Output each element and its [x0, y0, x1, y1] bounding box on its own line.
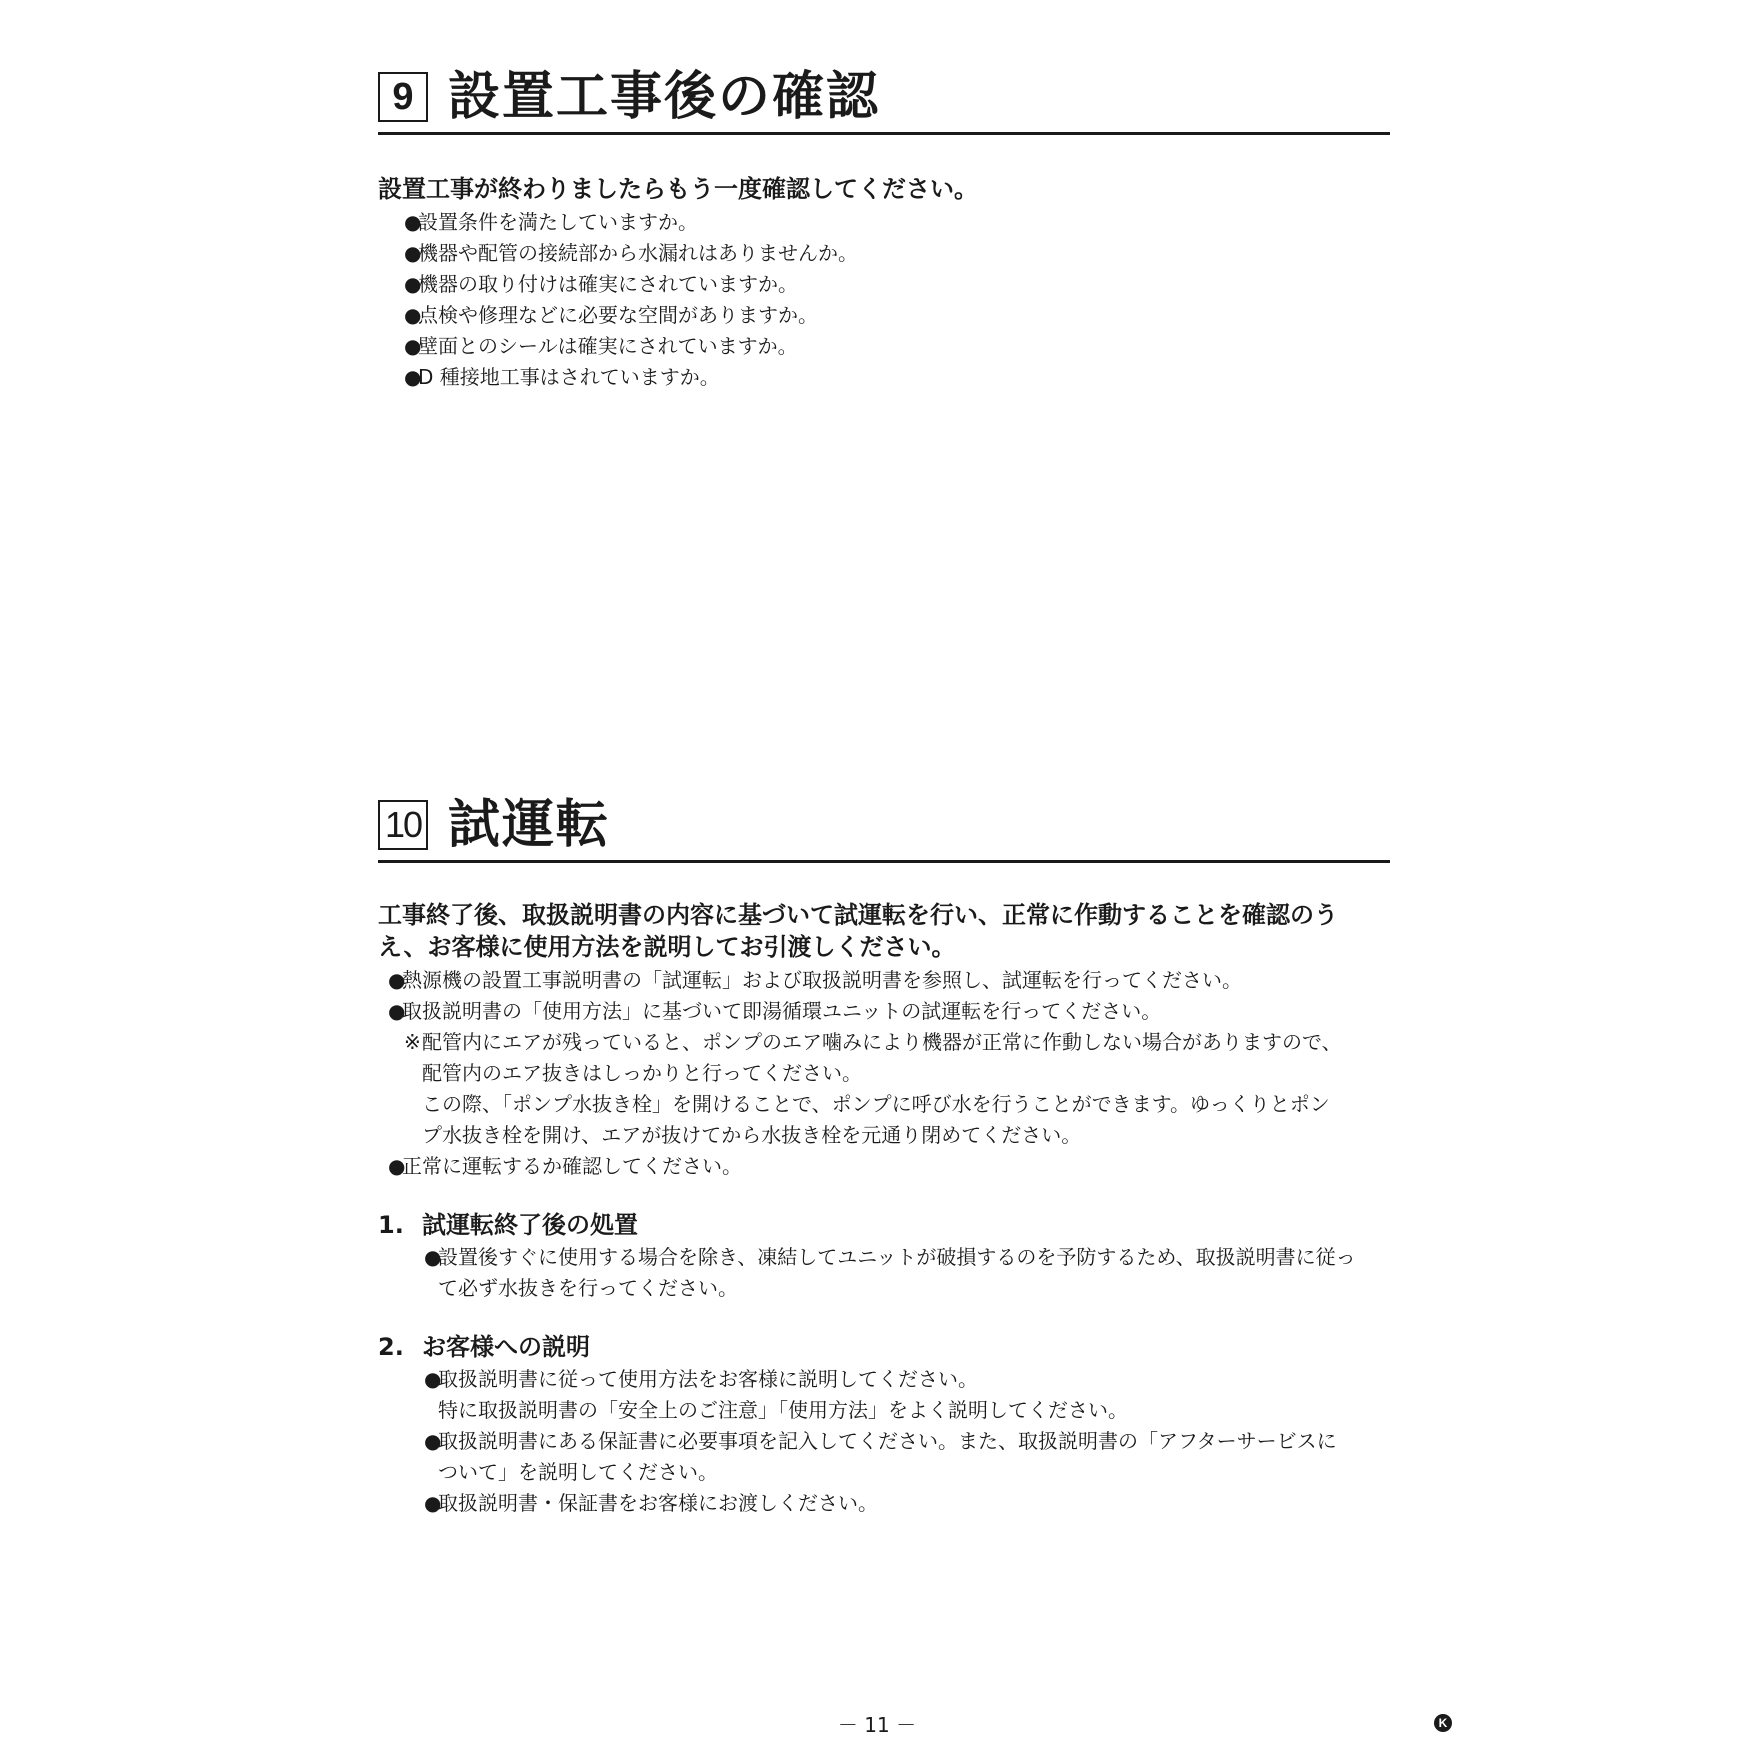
- k-mark-icon: K: [1434, 1714, 1452, 1732]
- section-10-list: [388, 965, 1390, 1027]
- section-10: [378, 790, 1390, 1519]
- checklist-item: ● 設置条件を満たしていますか。: [404, 210, 698, 234]
- subsection-2: [378, 1330, 1390, 1519]
- section-9: [378, 62, 1390, 393]
- checklist-item: ● 機器や配管の接続部から水漏れはありませんか。: [404, 241, 858, 265]
- checklist-item: ● D 種接地工事はされていますか。: [404, 365, 720, 389]
- section-9-number: 9: [378, 72, 428, 122]
- checklist-item: ● 機器の取り付けは確実にされていますか。: [404, 272, 798, 296]
- section-10-heading: [378, 790, 1390, 863]
- list-item: ● 設置後すぐに使用する場合を除き、凍結してユニットが破損するのを予防するため、取扱説明書に従っ て必ず水抜きを行ってください。: [424, 1245, 1356, 1300]
- section-9-checklist: [404, 207, 1390, 393]
- list-item: ● 正常に運転するか確認してください。: [388, 1154, 742, 1178]
- note-mark: ※: [404, 1030, 421, 1054]
- lead-line: 工事終了後、取扱説明書の内容に基づいて試運転を行い、正常に作動することを確認のう: [378, 901, 1338, 929]
- checklist-item: ● 点検や修理などに必要な空間がありますか。: [404, 303, 818, 327]
- list-item: ● 熱源機の設置工事説明書の「試運転」および取扱説明書を参照し、試運転を行ってください。: [388, 968, 1242, 992]
- subsection-2-list: [424, 1364, 1390, 1519]
- subsection-1: [378, 1208, 1390, 1304]
- page-number: － 11 －: [837, 1713, 917, 1737]
- list-item: ● 取扱説明書・保証書をお客様にお渡しください。: [424, 1491, 878, 1515]
- section-10-lead: [378, 899, 1390, 963]
- subsection-1-list: [424, 1242, 1390, 1304]
- subsection-2-heading: 2. お客様への説明: [378, 1333, 590, 1361]
- subsection-1-heading: 1. 試運転終了後の処置: [378, 1211, 638, 1239]
- section-9-title: 設置工事後の確認: [448, 67, 881, 127]
- note-line: 配管内のエア抜きはしっかりと行ってください。: [422, 1061, 862, 1085]
- air-bleed-note: [404, 1027, 1390, 1151]
- checklist-item: ● 壁面とのシールは確実にされていますか。: [404, 334, 798, 358]
- note-line: プ水抜き栓を開け、エアが抜けてから水抜き栓を元通り閉めてください。: [422, 1123, 1082, 1147]
- list-item: ● 取扱説明書の「使用方法」に基づいて即湯循環ユニットの試運転を行ってください。: [388, 999, 1162, 1023]
- lead-line: え、お客様に使用方法を説明してお引渡しください。: [378, 933, 956, 961]
- note-line: 配管内にエアが残っていると、ポンプのエア噛みにより機器が正常に作動しない場合がありますので、: [422, 1030, 1342, 1054]
- section-10-number: 10: [378, 800, 428, 850]
- section-10-list: [388, 1151, 1390, 1182]
- list-item: ● 取扱説明書に従って使用方法をお客様に説明してください。 特に取扱説明書の「安全上のご注意」「使用方法」をよく説明してください。: [424, 1367, 1128, 1422]
- note-line: この際、「ポンプ水抜き栓」を開けることで、ポンプに呼び水を行うことができます。ゆっくりとポン: [422, 1092, 1330, 1116]
- section-10-title: 試運転: [448, 795, 611, 855]
- list-item: ● 取扱説明書にある保証書に必要事項を記入してください。また、取扱説明書の「アフターサービスに ついて」を説明してください。: [424, 1429, 1337, 1484]
- section-9-heading: [378, 62, 1390, 135]
- section-9-lead: 設置工事が終わりましたらもう一度確認してください。: [378, 175, 978, 203]
